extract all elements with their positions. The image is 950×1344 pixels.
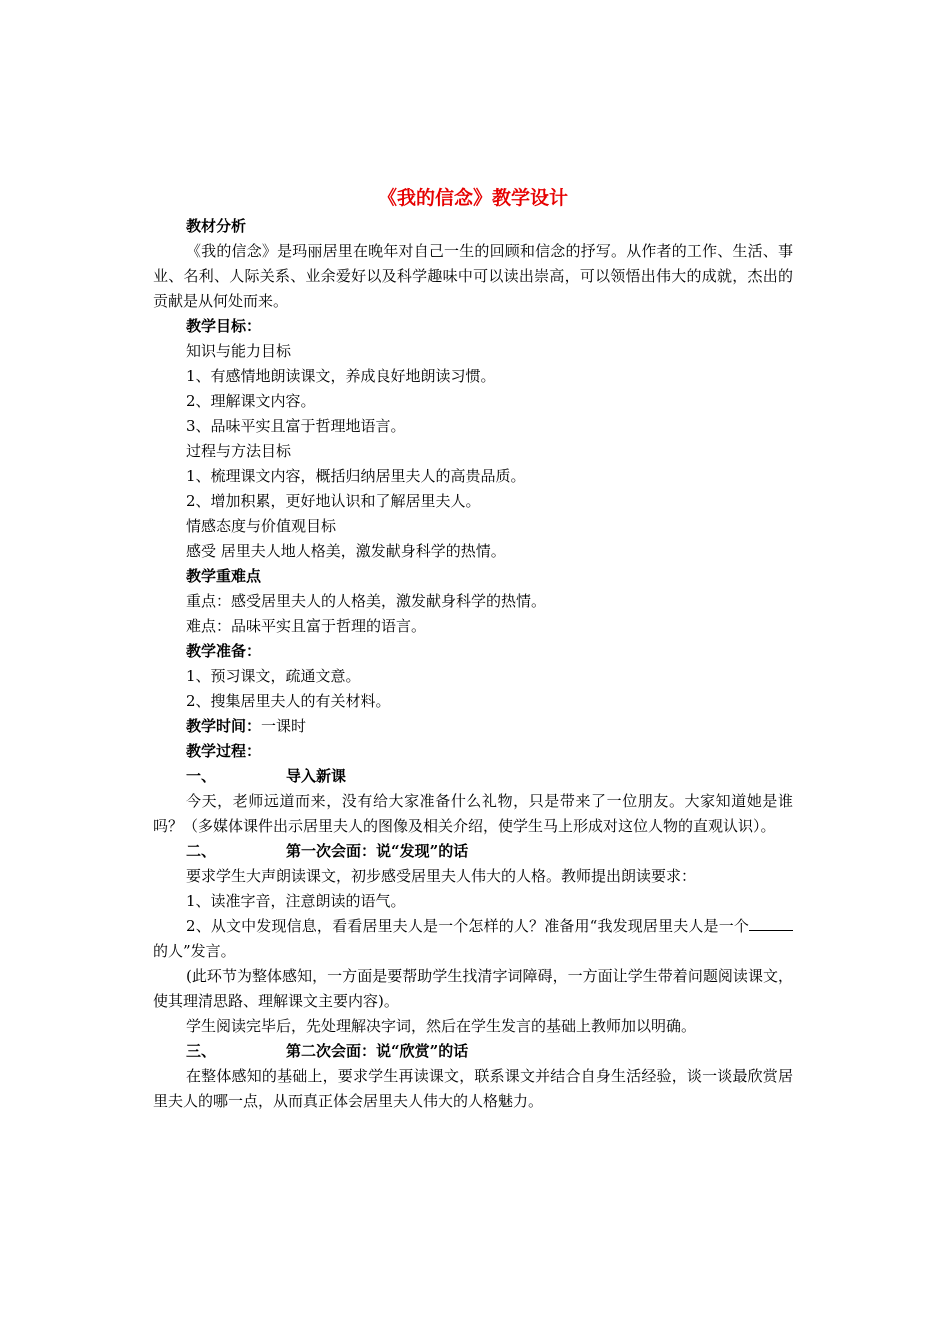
teaching-time-value: 一课时 bbox=[261, 717, 307, 735]
key-point-item: 重点：感受居里夫人的人格美，激发献身科学的热情。 bbox=[186, 592, 547, 610]
goal-item: 2、增加积累，更好地认识和了解居里夫人。 bbox=[186, 492, 481, 510]
blank-suffix-text: 的人”发言。 bbox=[153, 942, 236, 960]
section-heading-material-analysis: 教材分析 bbox=[186, 217, 247, 235]
goals-subheading-process: 过程与方法目标 bbox=[186, 442, 292, 460]
step-title: 第二次会面：说“欣赏”的话 bbox=[286, 1042, 469, 1060]
goals-subheading-knowledge: 知识与能力目标 bbox=[186, 342, 292, 360]
section-heading-process: 教学过程： bbox=[186, 742, 262, 760]
section-heading-preparation: 教学准备： bbox=[186, 642, 262, 660]
fill-in-blank bbox=[749, 916, 793, 931]
blank-prefix-text: 2、从文中发现信息，看看居里夫人是一个怎样的人？准备用“我发现居里夫人是一个 bbox=[186, 917, 749, 935]
goals-subheading-emotion: 情感态度与价值观目标 bbox=[186, 517, 337, 535]
step-paragraph: 要求学生大声朗读课文，初步感受居里夫人伟大的人格。教师提出朗读要求： bbox=[186, 867, 697, 885]
goal-item: 3、品味平实且富于哲理地语言。 bbox=[186, 417, 406, 435]
step-number: 一、 bbox=[186, 767, 217, 785]
process-step-heading bbox=[153, 764, 793, 789]
step-paragraph: (此环节为整体感知，一方面是要帮助学生找清字词障碍，一方面让学生带着问题阅读课文，使其理清思路、理解课文主要内容)。 bbox=[153, 967, 793, 1010]
step-paragraph: 学生阅读完毕后，先处理解决字词，然后在学生发言的基础上教师加以明确。 bbox=[186, 1017, 697, 1035]
goal-item: 1、有感情地朗读课文，养成良好地朗读习惯。 bbox=[186, 367, 496, 385]
process-step-heading bbox=[153, 1039, 793, 1064]
teaching-time-label: 教学时间： bbox=[186, 717, 262, 735]
step-paragraph: 在整体感知的基础上，要求学生再读课文，联系课文并结合自身生活经验，谈一谈最欣赏居里夫人的哪一点，从而真正体会居里夫人伟大的人格魅力。 bbox=[153, 1067, 793, 1110]
step-number: 二、 bbox=[186, 842, 217, 860]
section-heading-key-points: 教学重难点 bbox=[186, 567, 262, 585]
goal-item: 1、梳理课文内容，概括归纳居里夫人的高贵品质。 bbox=[186, 467, 526, 485]
step-number: 三、 bbox=[186, 1042, 217, 1060]
document-title: 《我的信念》教学设计 bbox=[377, 187, 568, 209]
document-body bbox=[153, 184, 793, 1114]
key-point-item: 难点：品味平实且富于哲理的语言。 bbox=[186, 617, 427, 635]
goal-item: 感受 居里夫人地人格美，激发献身科学的热情。 bbox=[186, 542, 506, 560]
step-title: 第一次会面：说“发现”的话 bbox=[286, 842, 469, 860]
teaching-time-line bbox=[153, 714, 793, 739]
process-step-heading bbox=[153, 839, 793, 864]
step-paragraph-with-blank bbox=[153, 914, 793, 964]
goal-item: 2、理解课文内容。 bbox=[186, 392, 316, 410]
preparation-item: 2、搜集居里夫人的有关材料。 bbox=[186, 692, 391, 710]
step-paragraph: 1、读准字音，注意朗读的语气。 bbox=[186, 892, 406, 910]
preparation-item: 1、预习课文，疏通文意。 bbox=[186, 667, 361, 685]
step-title: 导入新课 bbox=[286, 767, 347, 785]
material-analysis-paragraph: 《我的信念》是玛丽居里在晚年对自己一生的回顾和信念的抒写。从作者的工作、生活、事业、名利、人际关系、业余爱好以及科学趣味中可以读出崇高，可以领悟出伟大的成就，杰出的贡献是从何处而来。 bbox=[153, 242, 793, 310]
step-paragraph: 今天，老师远道而来，没有给大家准备什么礼物，只是带来了一位朋友。大家知道她是谁吗？（多媒体课件出示居里夫人的图像及相关介绍，使学生马上形成对这位人物的直观认识）。 bbox=[153, 792, 793, 835]
section-heading-teaching-goals: 教学目标： bbox=[186, 317, 262, 335]
